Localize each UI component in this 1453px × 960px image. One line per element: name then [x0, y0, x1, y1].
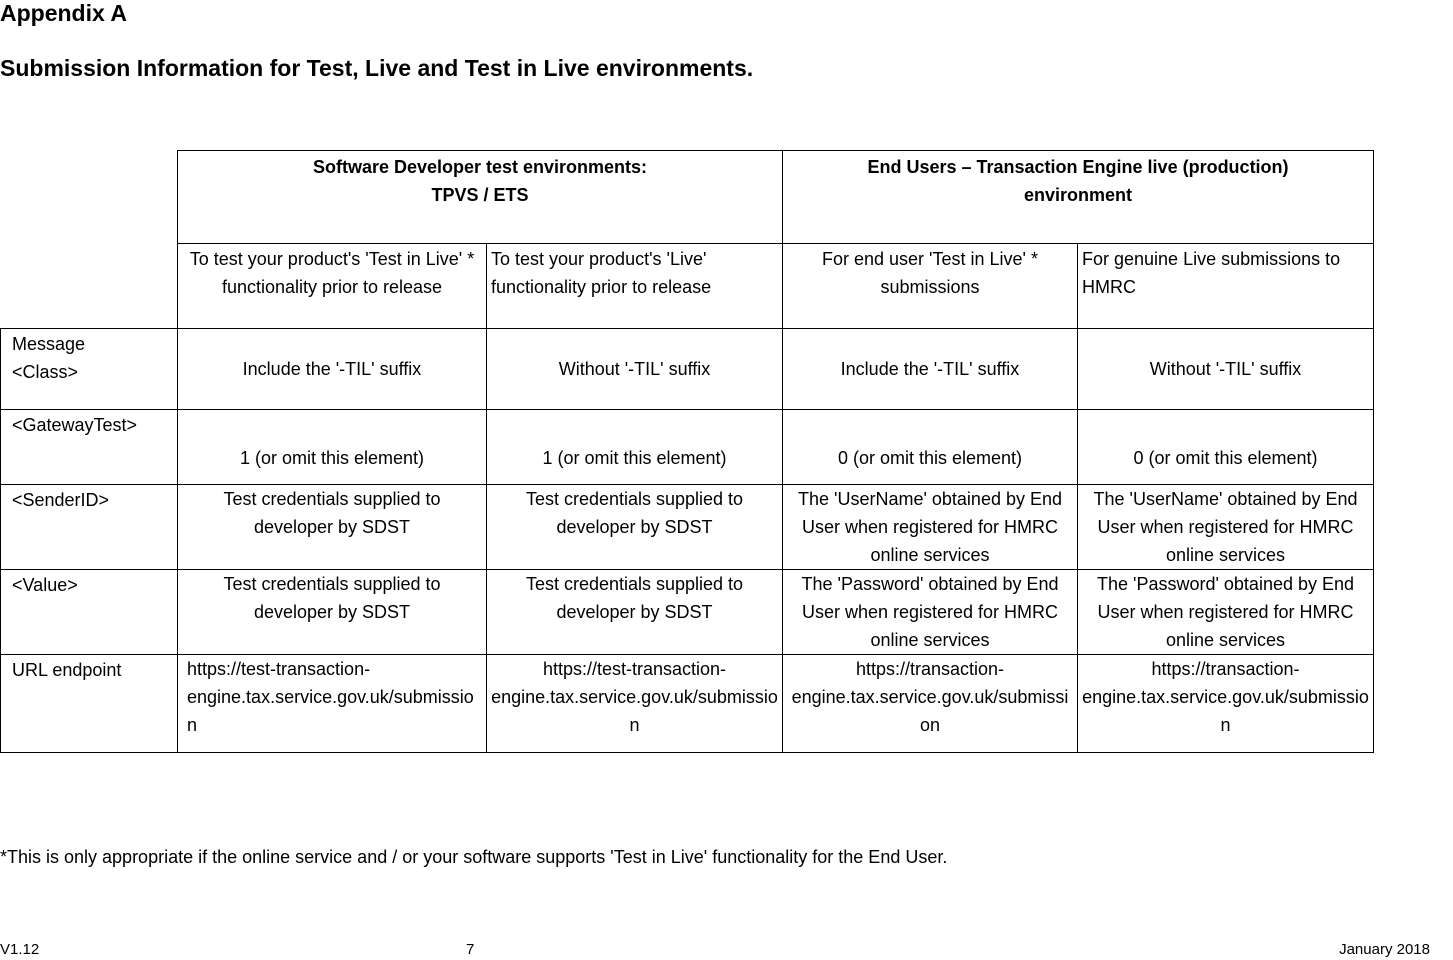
column-description: For end user 'Test in Live' * submissions: [783, 244, 1078, 329]
footer-date: January 2018: [1339, 941, 1430, 958]
table-cell: https://transaction-engine.tax.service.gov.uk/submission: [1078, 655, 1374, 753]
table-cell: Without '-TIL' suffix: [487, 329, 783, 410]
footer-version: V1.12: [0, 941, 40, 958]
table-cell: The 'UserName' obtained by End User when registered for HMRC online services: [1078, 485, 1374, 570]
table-cell: Test credentials supplied to developer by SDST: [487, 570, 783, 655]
table-cell: The 'UserName' obtained by End User when registered for HMRC online services: [783, 485, 1078, 570]
table-cell: https://transaction-engine.tax.service.gov.uk/submission: [783, 655, 1078, 753]
table-cell: 0 (or omit this element): [783, 410, 1078, 485]
footnote: *This is only appropriate if the online service and / or your software supports 'Test in Live' functionality for the End User.: [0, 847, 948, 867]
table-cell: 0 (or omit this element): [1078, 410, 1374, 485]
row-label-url-endpoint: URL endpoint: [1, 655, 178, 753]
blank-corner-cell: [1, 151, 178, 329]
footer-page-number: 7: [466, 941, 475, 958]
row-label-sender-id: <SenderID>: [1, 485, 178, 570]
group-header-row: [1, 151, 1374, 244]
column-description: To test your product's 'Test in Live' * functionality prior to release: [178, 244, 487, 329]
appendix-title: Appendix A: [0, 0, 127, 26]
document-title: Submission Information for Test, Live and Test in Live environments.: [0, 55, 754, 81]
table-row: [1, 329, 1374, 410]
row-label-value: <Value>: [1, 570, 178, 655]
table-cell: Test credentials supplied to developer by SDST: [178, 570, 487, 655]
column-description: For genuine Live submissions to HMRC: [1078, 244, 1374, 329]
table-cell: Include the '-TIL' suffix: [178, 329, 487, 410]
developer-test-environments-header: Software Developer test environments: TPVS / ETS: [178, 151, 783, 244]
end-users-live-environment-header: End Users – Transaction Engine live (production) environment: [783, 151, 1374, 244]
table-row: [1, 485, 1374, 570]
table-cell: Without '-TIL' suffix: [1078, 329, 1374, 410]
table-cell: https://test-transaction-engine.tax.service.gov.uk/submission: [178, 655, 487, 753]
column-description-row: [1, 244, 1374, 329]
table-row: [1, 655, 1374, 753]
row-label-message-class: Message <Class>: [1, 329, 178, 410]
table-cell: 1 (or omit this element): [178, 410, 487, 485]
table-cell: Test credentials supplied to developer by SDST: [178, 485, 487, 570]
table-cell: 1 (or omit this element): [487, 410, 783, 485]
table-row: [1, 570, 1374, 655]
table-cell: Include the '-TIL' suffix: [783, 329, 1078, 410]
table-cell: Test credentials supplied to developer by SDST: [487, 485, 783, 570]
table-row: [1, 410, 1374, 485]
table-cell: https://test-transaction-engine.tax.service.gov.uk/submission: [487, 655, 783, 753]
table-cell: The 'Password' obtained by End User when registered for HMRC online services: [1078, 570, 1374, 655]
submission-info-table: [0, 150, 1374, 753]
table-cell: The 'Password' obtained by End User when registered for HMRC online services: [783, 570, 1078, 655]
row-label-gateway-test: <GatewayTest>: [1, 410, 178, 485]
column-description: To test your product's 'Live' functionality prior to release: [487, 244, 783, 329]
